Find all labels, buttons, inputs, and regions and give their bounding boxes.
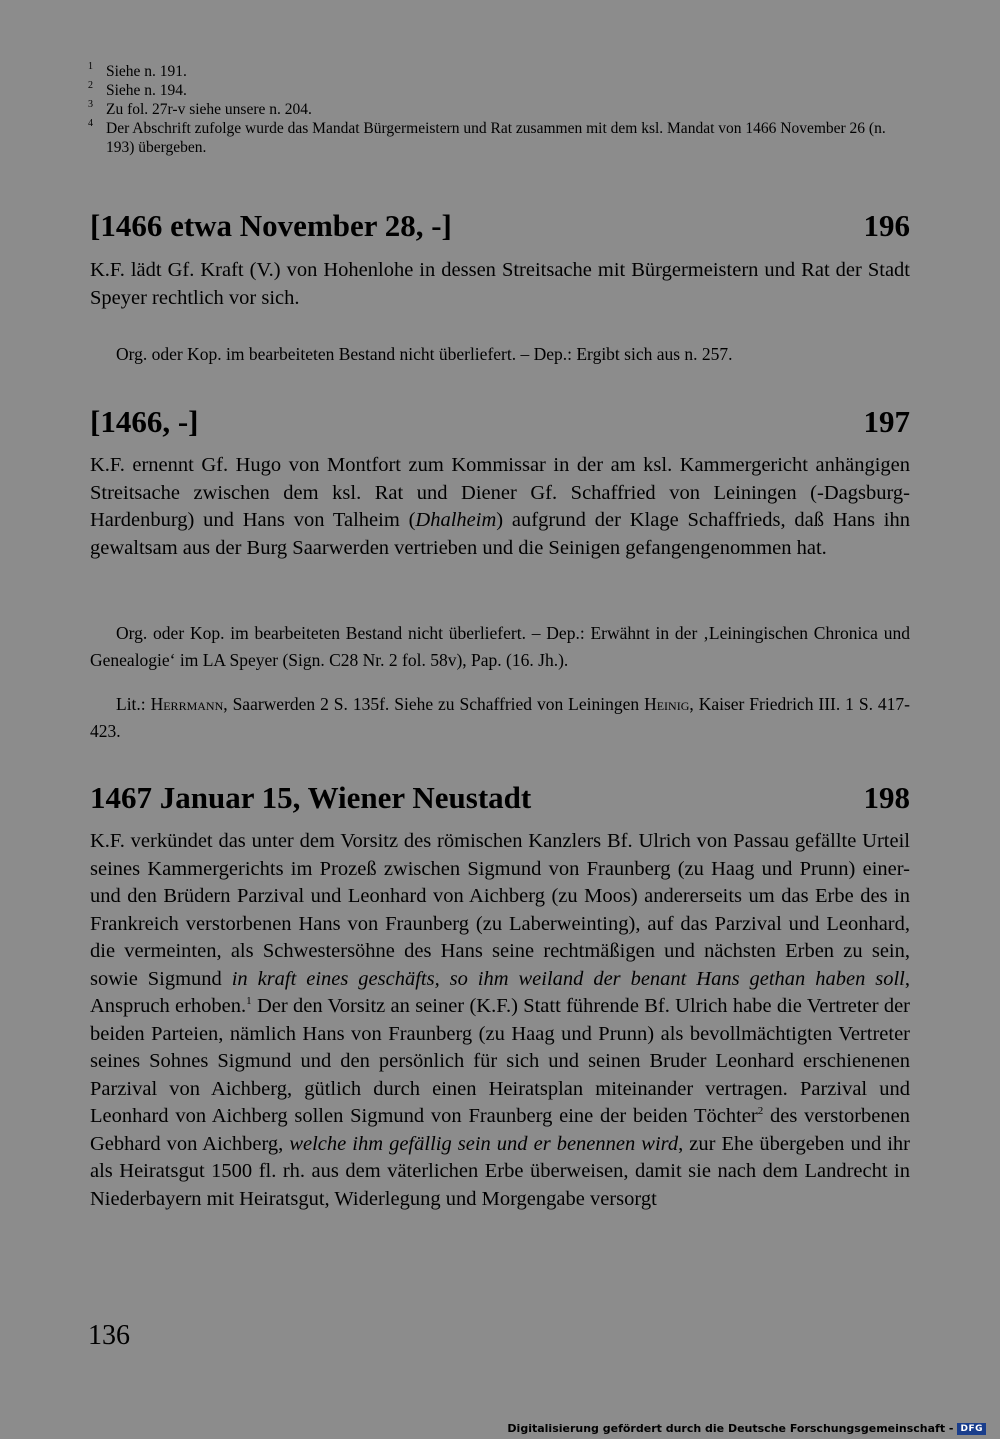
summary-text: des verstorbenen Gebhard von Aichberg, [90,1105,911,1155]
summary-italic: Dhalheim [415,509,497,531]
lit-author: Herrmann [150,694,224,714]
summary-text: , Anspruch erhoben. [90,967,910,1017]
lit-author: Heinig [644,694,690,714]
footnote-text: Zu fol. 27r-v siehe unsere n. 204. [106,101,312,118]
footnote-ref: 1 [246,995,252,1008]
entry-heading [90,780,910,816]
footnote-number: 1 [88,61,93,72]
lit-text: , Saarwerden 2 S. 135f. Siehe zu Schaffried von Leiningen [223,694,645,714]
entry-number: 198 [863,780,910,815]
summary-text: K.F. verkündet das unter dem Vorsitz des römischen Kanzlers Bf. Ulrich von Passau gefällte Urteil seines Kammergerichts im Prozeß zwischen Sigmund von Fraunberg (zu Haag und Prunn) einer- und den Brüdern Parzival und Leonhard von Aichberg (zu Moos) andererseits um das Erbe des in Frankreich verstorbenen Hans von Fraunberg (zu Laberweinting), auf das Parzival und Leonhard, die vermeinten, als Schwestersöhne des Hans seine rechtmäßigen und nächsten Erben zu sein, sowie Sigmund [90,830,910,990]
summary-italic: welche ihm gefällig sein und er benennen wird [289,1132,679,1155]
summary-text: ) aufgrund der Klage Schaffrieds, daß Hans ihn gewaltsam aus der Burg Saarwerden vertrieben und die Seinigen gefangengenommen hat. [90,509,910,559]
footnote-ref: 2 [757,1105,764,1118]
entry-summary [90,452,910,562]
dfg-banner [507,1422,986,1435]
footnote-number: 3 [88,99,93,110]
entry-literature [90,691,910,745]
entry-heading [90,404,910,440]
footnote [88,119,910,157]
banner-text: Digitalisierung gefördert durch die Deutsche Forschungsgemeinschaft - [507,1422,954,1435]
footnote [88,62,910,81]
entry-number: 197 [863,404,910,439]
footnote-number: 2 [88,80,93,91]
entry-date: [1466, -] [90,404,199,439]
summary-text: Der den Vorsitz an seiner (K.F.) Statt führende Bf. Ulrich habe die Vertreter der beiden Parteien, nämlich Hans von Fraunberg (zu Haag und Prunn) als bevollmächtigten Vertreter seines Sohnes Sigmund und den persönlich für sich und seinen Bruder Leonhard erschienenen Parzival von Aichberg, gütlich durch einen Heiratsplan miteinander vertragen. Parzival und Leonhard von Aichberg sollen Sigmund von Fraunberg eine der beiden Töchter [90,995,910,1127]
lit-text: , Kaiser Friedrich III. 1 S. 417-423. [90,694,910,741]
summary-italic: in kraft eines geschäfts, so ihm weiland der benant Hans gethan haben soll [231,967,905,990]
footnote-text: Der Abschrift zufolge wurde das Mandat Bürgermeistern und Rat zusammen mit dem ksl. Mandat von 1466 November 26 (n. 193) übergeben. [106,120,886,156]
summary-text: K.F. ernennt Gf. Hugo von Montfort zum Kommissar in der am ksl. Kammergericht anhängigen Streitsache zwischen dem ksl. Rat und Diener Gf. Schaffried von Leiningen (-Dagsburg-Hardenburg) und Hans von Talheim ( [90,454,910,531]
entry-note: Org. oder Kop. im bearbeiteten Bestand nicht überliefert. – Dep.: Ergibt sich aus n. 257. [116,344,733,364]
footnote [88,100,910,119]
entry-number: 196 [863,208,910,243]
entry-heading [90,208,910,244]
footnote-text: Siehe n. 191. [106,63,187,80]
footnote-number: 4 [88,118,93,129]
footnote-text: Siehe n. 194. [106,82,187,99]
dfg-logo-icon: DFG [957,1423,986,1435]
lit-label: Lit.: [116,694,151,714]
page-number: 136 [88,1320,130,1351]
entry-note: Org. oder Kop. im bearbeiteten Bestand nicht überliefert. – Dep.: Erwähnt in der ‚Leiningischen Chronica und Genealogie‘ im LA Speyer (Sign. C28 Nr. 2 fol. 58v), Pap. (16. Jh.). [90,623,910,670]
footnotes [88,62,910,157]
entry-summary: K.F. lädt Gf. Kraft (V.) von Hohenlohe in dessen Streitsache mit Bürgermeistern und Rat der Stadt Speyer rechtlich vor sich. [90,259,910,309]
entry-date: 1467 Januar 15, Wiener Neustadt [90,780,532,815]
footnote [88,81,910,100]
entry-date: [1466 etwa November 28, -] [90,208,452,243]
summary-text: , zur Ehe übergeben und ihr als Heiratsgut 1500 fl. rh. aus dem väterlichen Erbe überweisen, damit sie nach dem Landrecht in Niederbayern mit Heiratsgut, Widerlegung und Morgengabe versorgt [90,1132,910,1210]
entry-summary [90,828,910,1213]
